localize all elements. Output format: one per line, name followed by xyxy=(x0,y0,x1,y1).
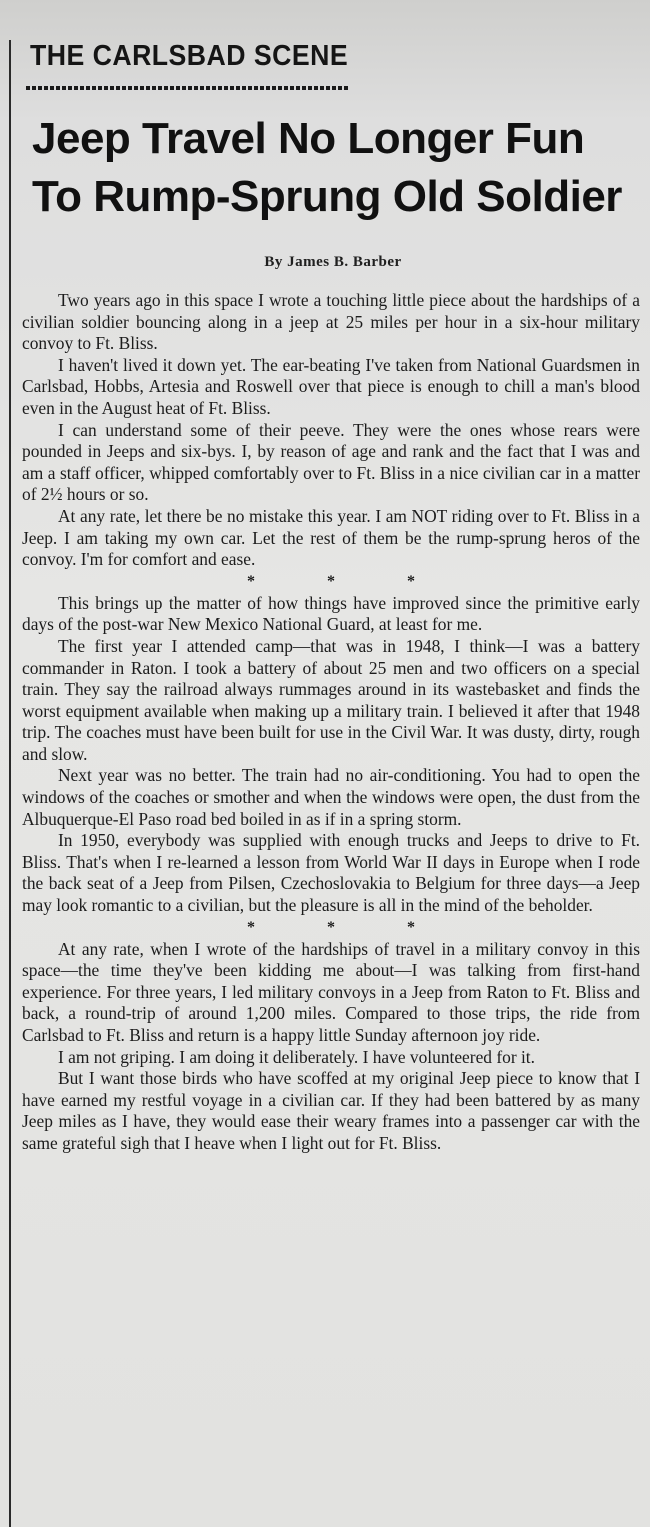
paragraph: At any rate, let there be no mistake this year. I am NOT riding over to Ft. Bliss in a Jeep. I am taking my own car. Let the rest of them be the rump-sprung heros of the convoy. I'm for comfort and ease. xyxy=(22,505,640,570)
kicker-underline xyxy=(26,86,348,90)
section-kicker: THE CARLSBAD SCENE xyxy=(30,40,349,72)
paragraph: This brings up the matter of how things have improved since the primitive early days of the post-war New Mexico National Guard, at least for me. xyxy=(22,592,640,635)
paragraph: I am not griping. I am doing it deliberately. I have volunteered for it. xyxy=(58,1046,535,1067)
paragraph: In 1950, everybody was supplied with enough trucks and Jeeps to drive to Ft. Bliss. That's when I re-learned a lesson from World War II days in Europe when I rode the back seat of a Jeep from Pilsen, Czechoslovakia to Belgium for three days—a Jeep may look romantic to a civilian, but the pleasure is all in the mind of the beholder. xyxy=(22,830,640,916)
paragraph: I haven't lived it down yet. The ear-beating I've taken from National Guardsmen in Carlsbad, Hobbs, Artesia and Roswell over that piece is enough to chill a man's blood even in the August heat of Ft. Bliss. xyxy=(22,354,640,418)
article-body xyxy=(22,290,640,1155)
paragraph: Next year was no better. The train had no air-conditioning. You had to open the windows of the coaches or smother and when the windows were open, the dust from the Albuquerque-El Paso road bed boiled in as if in a spring storm. xyxy=(22,765,640,829)
paragraph: Two years ago in this space I wrote a touching little piece about the hardships of a civilian soldier bouncing along in a jeep at 25 miles per hour in a six-hour military convoy to Ft. Bliss. xyxy=(22,290,640,354)
paragraph: I can understand some of their peeve. They were the ones whose rears were pounded in Jeeps and six-bys. I, by reason of age and rank and the fact that I was and am a staff officer, whipped comfortably over to Ft. Bliss in a nice civilian car in a matter of 2½ hours or so. xyxy=(22,419,640,505)
paragraph: But I want those birds who have scoffed at my original Jeep piece to know that I have earned my restful voyage in a civilian car. If they had been battered by as many Jeep miles as I have, they would ease their weary frames into a passenger car with the same grateful sigh that I heave when I light out for Ft. Bliss. xyxy=(22,1068,640,1153)
section-separator: * * * xyxy=(247,572,449,590)
headline xyxy=(32,110,642,226)
paragraph: At any rate, when I wrote of the hardships of travel in a military convoy in this space—the time they've been kidding me about—I was talking from first-hand experience. For three years, I led military convoys in a Jeep from Raton to Ft. Bliss and back, a round-trip of around 1,200 miles. Compared to those trips, the ride from Carlsbad to Ft. Bliss and return is a happy little Sunday afternoon joy ride. xyxy=(22,938,640,1045)
column-rule xyxy=(9,40,11,1527)
headline-line-2: To Rump-Sprung Old Soldier xyxy=(32,172,622,221)
headline-line-1: Jeep Travel No Longer Fun xyxy=(32,114,585,163)
section-separator: * * * xyxy=(247,918,449,936)
byline: By James B. Barber xyxy=(264,254,402,270)
paragraph: The first year I attended camp—that was in 1948, I think—I was a battery commander in Raton. I took a battery of about 25 men and two officers on a special train. They say the railroad always rummages around in its wastebasket and finds the worst equipment available when making up a military train. I believed it after that 1948 trip. The coaches must have been built for use in the Civil War. It was dusty, dirty, rough and slow. xyxy=(22,635,640,764)
